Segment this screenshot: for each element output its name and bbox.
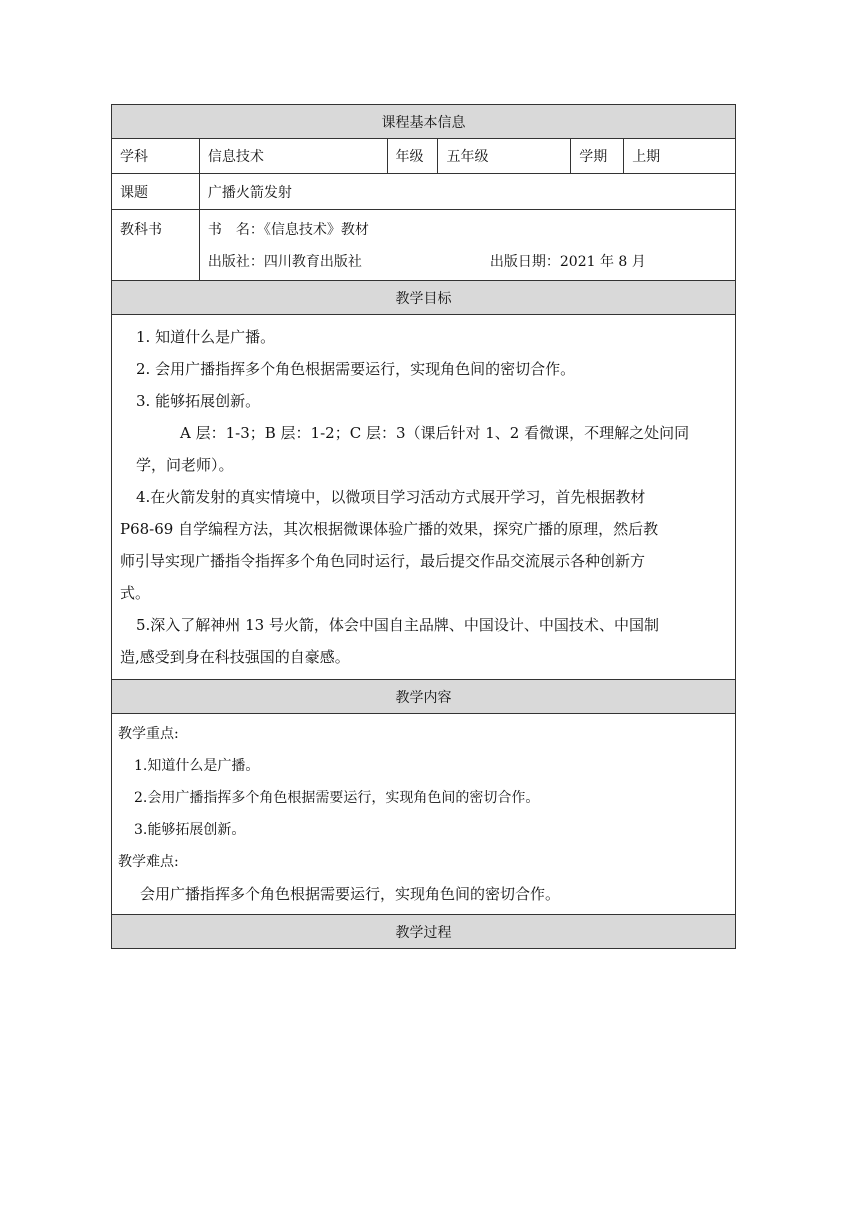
goals-body (112, 315, 736, 680)
content-row (112, 714, 736, 915)
topic-value: 广播火箭发射 (200, 174, 736, 210)
difficult-points-label: 教学难点: (118, 854, 179, 870)
key-point-item: 1.知道什么是广播。 (134, 758, 260, 774)
textbook-info (200, 210, 736, 281)
textbook-label: 教科书 (112, 210, 200, 281)
process-header-row (112, 915, 736, 949)
goal-item: 造,感受到身在科技强国的自豪感。 (120, 648, 350, 666)
key-points-label: 教学重点: (118, 726, 179, 742)
topic-label: 课题 (112, 174, 200, 210)
goal-item: 1. 知道什么是广播。 (136, 328, 276, 346)
key-point-item: 3.能够拓展创新。 (134, 822, 246, 838)
goal-item: 学，问老师）。 (136, 456, 234, 474)
book-name-line: 书 名：《信息技术》教材 (207, 222, 369, 238)
textbook-row (112, 210, 736, 281)
basic-info-header-row (112, 105, 736, 139)
grade-value: 五年级 (438, 139, 571, 174)
publisher-line (208, 251, 646, 271)
goal-item: 4.在火箭发射的真实情境中，以微项目学习活动方式展开学习，首先根据教材 (136, 488, 646, 506)
content-header: 教学内容 (112, 680, 736, 714)
goal-item: 师引导实现广播指令指挥多个角色同时运行，最后提交作品交流展示各种创新方 (120, 552, 646, 570)
goal-item: 3. 能够拓展创新。 (136, 392, 261, 410)
content-header-row (112, 680, 736, 714)
basic-info-header: 课程基本信息 (112, 105, 736, 139)
goals-header-row (112, 281, 736, 315)
subject-value: 信息技术 (200, 139, 388, 174)
process-header: 教学过程 (112, 915, 736, 949)
topic-row (112, 174, 736, 210)
goals-row (112, 315, 736, 680)
difficult-point-item: 会用广播指挥多个角色根据需要运行，实现角色间的密切合作。 (140, 885, 561, 903)
goals-header: 教学目标 (112, 281, 736, 315)
goal-item: 5.深入了解神州 13 号火箭，体会中国自主品牌、中国设计、中国技术、中国制 (136, 616, 659, 634)
goal-item: P68-69 自学编程方法，其次根据微课体验广播的效果，探究广播的原理，然后教 (120, 520, 659, 538)
subject-row (112, 139, 736, 174)
key-point-item: 2.会用广播指挥多个角色根据需要运行，实现角色间的密切合作。 (134, 790, 540, 806)
goal-item: A 层：1-3；B 层：1-2；C 层：3（课后针对 1、2 看微课，不理解之处问同 (180, 424, 690, 442)
lesson-plan-table (111, 104, 736, 949)
term-value: 上期 (624, 139, 736, 174)
publish-date: 出版日期：2021 年 8 月 (489, 254, 646, 270)
term-label: 学期 (571, 139, 624, 174)
goal-item: 2. 会用广播指挥多个角色根据需要运行，实现角色间的密切合作。 (136, 360, 576, 378)
subject-label: 学科 (112, 139, 200, 174)
content-body (112, 714, 736, 915)
goal-item: 式。 (120, 584, 151, 602)
grade-label: 年级 (388, 139, 439, 174)
publisher: 出版社：四川教育出版社 (207, 254, 362, 270)
